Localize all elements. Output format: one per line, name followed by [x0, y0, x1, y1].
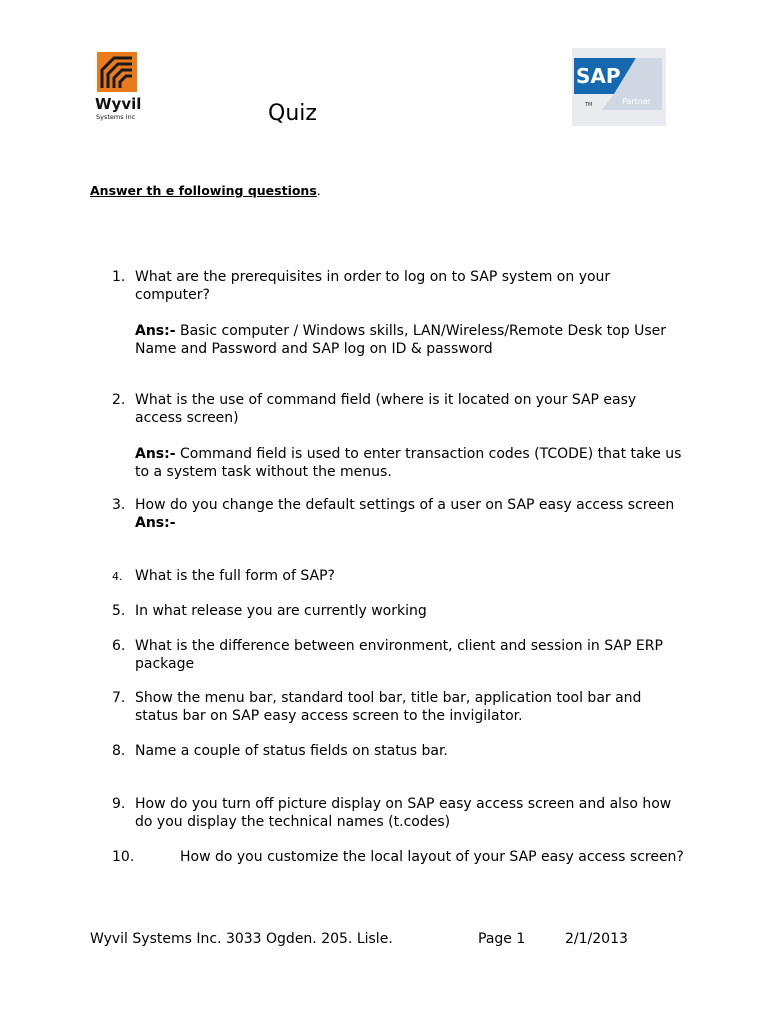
question-text-block — [112, 848, 685, 866]
question-text: How do you customize the local layout of your SAP easy access screen? — [180, 849, 684, 865]
question-text: How do you turn off picture display on SAP easy access screen and also how do you display the technical names (t.codes) — [135, 796, 672, 830]
question-text: How do you change the default settings of a user on SAP easy access screen — [135, 497, 675, 513]
question-number: 10. — [112, 849, 135, 865]
instruction — [90, 183, 321, 198]
question-number: 7. — [112, 690, 126, 706]
answer-text: Basic computer / Windows skills, LAN/Wireless/Remote Desk top User Name and Password and SAP log on ID & password — [135, 323, 667, 357]
question-number: 6. — [112, 638, 126, 654]
question-text: What are the prerequisites in order to log on to SAP system on your computer? — [135, 269, 611, 303]
question-number: 1. — [112, 269, 126, 285]
footer-page: Page 1 — [478, 931, 526, 947]
question-number: 2. — [112, 392, 126, 408]
sap-logo-partner: Partner — [622, 97, 652, 106]
sap-logo-tm: TM — [585, 102, 593, 108]
question-text: What is the difference between environment, client and session in SAP ERP package — [135, 638, 663, 672]
answer-label: Ans:- — [135, 515, 176, 531]
footer-date: 2/1/2013 — [565, 931, 628, 947]
question-text: In what release you are currently working — [135, 603, 427, 619]
instruction-period: . — [316, 183, 321, 198]
footer-company: Wyvil Systems Inc. 3033 Ogden. 205. Lisle. — [90, 931, 393, 947]
question-number: 9. — [112, 796, 126, 812]
instruction-text: Answer th e following questions — [90, 183, 317, 198]
question-text: Show the menu bar, standard tool bar, title bar, application tool bar and status bar on SAP easy access screen to the invigilator. — [135, 690, 642, 724]
question-number: 3. — [112, 497, 126, 513]
page-title: Quiz — [268, 101, 317, 126]
answer — [135, 445, 685, 481]
question-text: What is the use of command field (where is it located on your SAP easy access screen) — [135, 392, 637, 426]
question-number: 4. — [112, 570, 123, 583]
question-number: 8. — [112, 743, 126, 759]
answer-label: Ans:- — [135, 323, 176, 339]
answer — [135, 322, 685, 358]
question-number: 5. — [112, 603, 126, 619]
answer-label: Ans:- — [135, 446, 176, 462]
sap-partner-logo — [572, 48, 666, 126]
sap-logo-text: SAP — [576, 64, 621, 88]
wyvil-logo-text: Wyvil — [95, 95, 142, 113]
answer-text: Command field is used to enter transaction codes (TCODE) that take us to a system task without the menus. — [135, 446, 682, 480]
wyvil-logo-subtext: Systems Inc — [96, 113, 136, 121]
question-text: Name a couple of status fields on status bar. — [135, 743, 448, 759]
wyvil-logo — [94, 50, 142, 122]
question-text: What is the full form of SAP? — [135, 568, 335, 584]
